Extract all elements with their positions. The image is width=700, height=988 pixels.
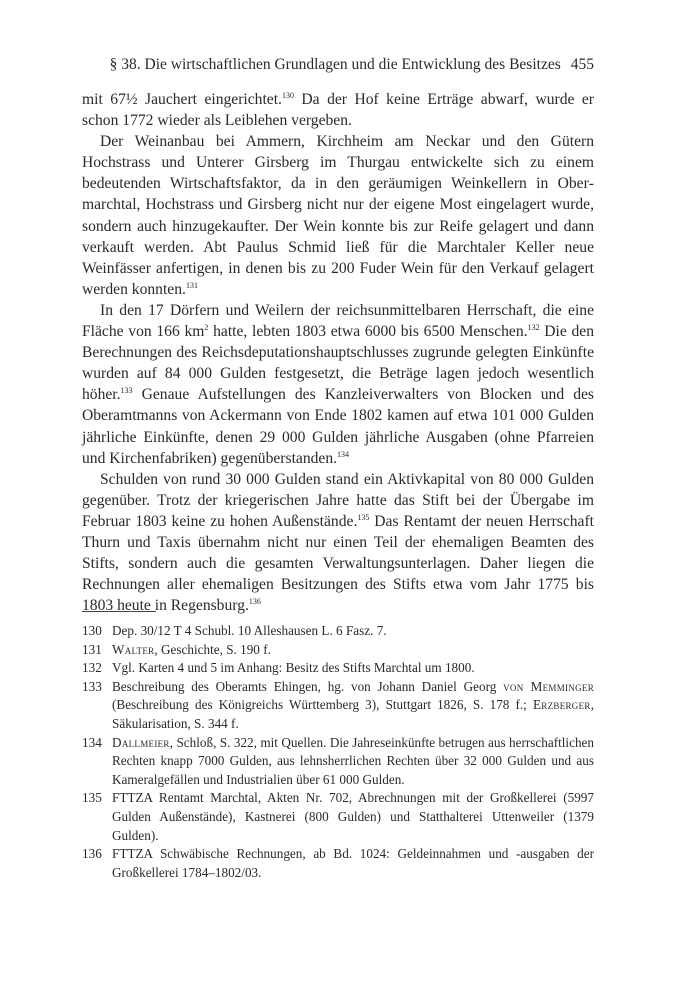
footnote-number: 134 [82, 734, 102, 750]
footnote-text [112, 678, 594, 734]
footnote-135 [82, 789, 594, 845]
footnote-number: 130 [82, 623, 102, 638]
footnote-text: Vgl. Karten 4 und 5 im Anhang: Besitz des Stifts Marchtal um 1800. [112, 660, 475, 676]
footnote-text [112, 641, 594, 660]
footnote-text [112, 734, 594, 790]
footnote-ref[interactable]: 131 [185, 280, 198, 290]
text-run: Da der Hof keine Erträge abwarf, wurde er schon 1772 wieder als Leiblehen vergeben. [82, 91, 594, 130]
footnote-number: 132 [82, 660, 102, 676]
footnote-132 [82, 659, 594, 678]
text-run: , Geschichte, S. 190 f. [154, 641, 271, 657]
footnote-divider [82, 611, 156, 612]
text-run: Das Rentamt der neuen Herrschaft Thurn und Taxis übernahm nicht nur einen Teil der ehemaligen Beamten des Stifts, sondern auch die gesamten Verwaltungsunterlagen. Daher liegen die Rechnungen aller ehemaligen Besitzungen des Stifts etwa vom Jahr 1775 bis 1803 heute in Regensburg. [82, 512, 594, 615]
footnote-ref[interactable]: 132 [527, 323, 540, 333]
unit-superscript: 2 [204, 323, 209, 333]
paragraph-3 [82, 300, 594, 469]
text-run: , Schloß, S. 322, mit Quellen. Die Jahreseinkünfte betrugen aus herrschaftlichen Rechten knapp 7000 Gulden, aus lehnsherrlichen Rechten über 32 000 Gulden und aus Kameralgefällen und Industrialien über 61 000 Gulden. [112, 734, 594, 787]
footnote-number: 133 [82, 678, 102, 694]
author-name: Erzberger [532, 697, 591, 713]
footnote-134 [82, 734, 594, 790]
text-run: , Säkularisation, S. 344 f. [112, 697, 594, 731]
text-run: Genaue Aufstellungen des Kanzleiverwalters von Blocken und des Oberamtmanns von Ackermann von Ende 1802 kamen auf etwa 101 000 Gulden jährliche Einkünfte, denen 29 000 Gulden jährliche Ausgaben (ohne Pfarreien und Kirchenfabriken) gegenüberstanden. [82, 386, 594, 467]
footnote-text: Dep. 30/12 T 4 Schubl. 10 Alleshausen L. 6 Fasz. 7. [112, 623, 387, 638]
footnote-ref[interactable]: 136 [248, 597, 261, 607]
footnote-130 [82, 622, 594, 641]
text-run: hatte, lebten 1803 etwa 6000 bis 6500 Menschen. [208, 323, 528, 341]
footnote-text: FTTZA Schwäbische Rechnungen, ab Bd. 1024: Geldeinnahmen und -ausgaben der Großkellerei 1784–1802/03. [112, 846, 594, 880]
footnote-131 [82, 641, 594, 660]
text-run: Die den Berechnungen des Reichsdeputationshauptschlusses zugrunde gelegten Einkünfte wurden auf 84 000 Gulden festgesetzt, die Beträge lagen jedoch wesentlich höher. [82, 323, 595, 404]
text-run: Beschreibung des Oberamts Ehingen, hg. von Johann Daniel Georg [112, 678, 504, 694]
text-run: Schulden von rund 30 000 Gulden stand ein Aktivkapital von 80 000 Gulden gegenüber. Trotz der kriegerischen Jahre hatte das Stift bei der Übergabe im Februar 1803 keine zu hohen Außenstände. [82, 470, 594, 530]
footnotes [82, 622, 594, 882]
footnote-text: FTTZA Rentamt Marchtal, Akten Nr. 702, Abrechnungen mit der Großkellerei (5997 Gulden Außenstände), Kastnerei (800 Gulden) und Statthalterei Uttenweiler (1379 Gulden). [112, 790, 594, 843]
text-run: Der Weinanbau bei Ammern, Kirchheim am Neckar und den Gütern Hochstrass und Unterer Girsberg im Thurgau entwickelte sich zu einem bedeutenden Wirtschaftsfaktor, da in den geräumigen Weinkellern in Obermarchtal, Hochstrass und Girsberg nicht nur der eigene Most eingelagert wurde, sondern auch hinzugekaufter. Der Wein konnte bis zur Reife gelagert und dann verkauft werden. Abt Paulus Schmid ließ für die Marchtaler Keller neue Weinfässer anfertigen, in denen bis zu 200 Fuder Wein für den Verkauf gelagert werden konnten. [82, 133, 594, 298]
paragraph-4 [82, 469, 594, 617]
page-number: 455 [570, 56, 594, 73]
author-name: von Memminger [503, 678, 594, 694]
main-text [82, 89, 594, 616]
footnote-ref[interactable]: 130 [281, 91, 294, 100]
text-run: (Beschreibung des Königreichs Württemberg 3), Stuttgart 1826, S. 178 f.; [112, 697, 533, 713]
text-run: In den 17 Dörfern und Weilern der reichsunmittelbaren Herrschaft, die eine Fläche von 166 km [82, 301, 594, 341]
footnote-ref[interactable]: 135 [357, 512, 370, 522]
running-title: § 38. Die wirtschaftlichen Grundlagen und die Entwicklung des Besitzes [109, 56, 561, 73]
text-run: mit 67½ Jauchert eingerichtet. [82, 91, 282, 108]
footnote-number: 131 [82, 641, 102, 657]
running-header [82, 55, 594, 75]
footnote-ref[interactable]: 133 [120, 386, 133, 396]
paragraph-1 [82, 89, 594, 131]
footnote-136 [82, 845, 594, 882]
paragraph-2 [82, 131, 594, 300]
author-name: Dallmeier [112, 734, 170, 750]
footnote-number: 135 [82, 790, 102, 806]
footnote-number: 136 [82, 846, 102, 862]
footnote-133 [82, 678, 594, 734]
author-name: Walter [112, 641, 155, 657]
footnote-ref[interactable]: 134 [337, 449, 350, 459]
